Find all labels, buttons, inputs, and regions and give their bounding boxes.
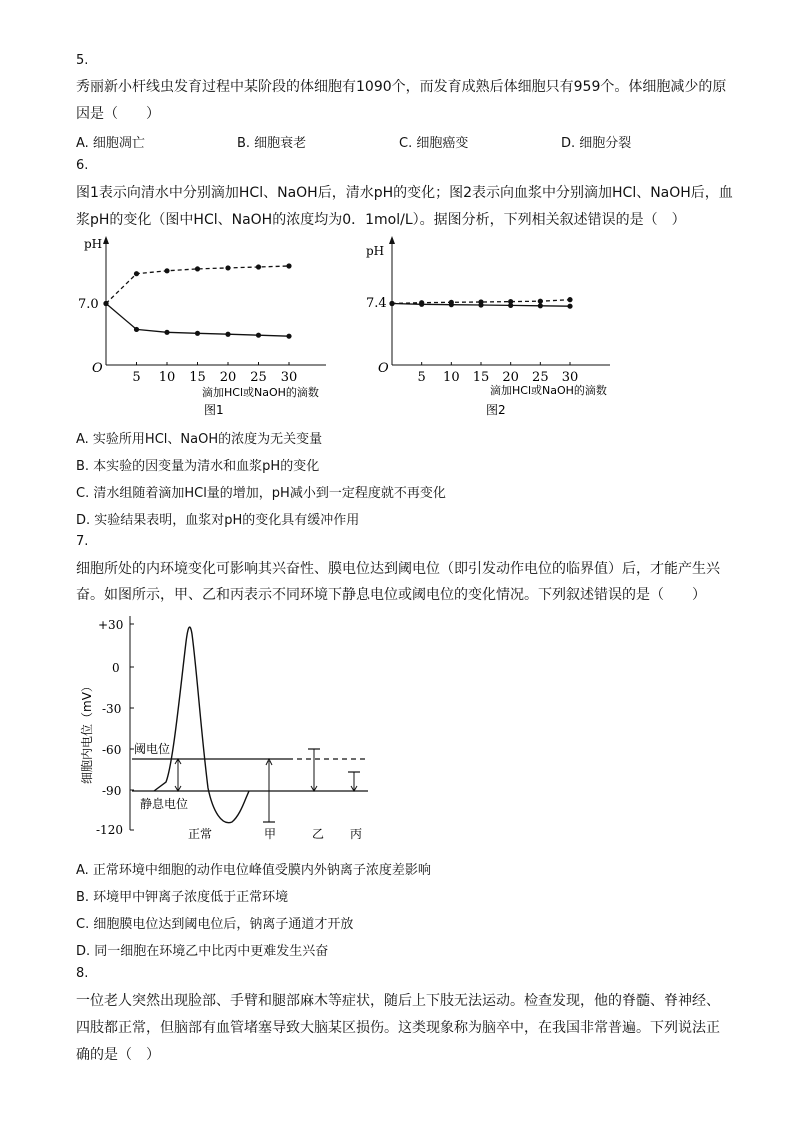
q5-option-d[interactable]: D. 细胞分裂 <box>561 136 632 151</box>
fig3-y-tick-neg90: -90 <box>102 784 122 798</box>
x-label-normal: 正常 <box>188 827 213 841</box>
q7-stem-line2: 奋。如图所示，甲、乙和丙表示不同环境下静息电位或阈电位的变化情况。下列叙述错误的是（ ） <box>76 587 706 603</box>
fig2-data-point <box>389 301 394 306</box>
fig1-x-tick-label: 10 <box>158 370 176 385</box>
q6-option-b[interactable]: B. 本实验的因变量为清水和血浆pH的变化 <box>76 459 320 474</box>
q7-option-a[interactable]: A. 正常环境中细胞的动作电位峰值受膜内外钠离子浓度差影响 <box>76 863 431 878</box>
fig1-x-tick-label: 30 <box>280 370 298 385</box>
fig3-y-tick-neg30: -30 <box>102 702 122 716</box>
fig2-x-tick-label: 30 <box>561 370 579 385</box>
fig3-y-tick-30: +30 <box>98 618 124 632</box>
fig2-x-tick-label: 15 <box>472 370 490 385</box>
resting-label: 静息电位 <box>140 797 189 811</box>
fig1-origin: O <box>92 361 103 376</box>
fig3-ylabel: 细胞内电位（mV） <box>80 680 94 784</box>
fig1-ylabel: pH <box>84 237 103 251</box>
fig1-data-point <box>225 265 230 270</box>
figure-1-chart <box>76 234 346 424</box>
q8-number: 8. <box>76 966 89 981</box>
fig1-caption: 图1 <box>204 403 224 417</box>
x-label-yi: 乙 <box>312 827 325 841</box>
x-label-bing: 丙 <box>350 827 363 841</box>
fig2-data-point <box>567 297 572 302</box>
fig2-data-point <box>508 303 513 308</box>
fig1-series-line-naoh <box>106 266 289 304</box>
q6-stem-line2: 浆pH的变化（图中HCl、NaOH的浓度均为0．1mol/L）。据图分析，下列相关叙述错误的是（ ） <box>76 212 686 228</box>
fig2-y-tick: 7.4 <box>366 296 387 311</box>
q5-option-b[interactable]: B. 细胞衰老 <box>237 136 307 151</box>
q6-number: 6. <box>76 158 89 173</box>
fig1-data-point <box>256 264 261 269</box>
q5-stem-line2: 因是（ ） <box>76 106 160 122</box>
fig1-xlabel: 滴加HCl或NaOH的滴数 <box>202 386 319 399</box>
fig2-ylabel: pH <box>366 244 385 258</box>
fig2-caption: 图2 <box>486 403 506 417</box>
fig1-data-point <box>225 332 230 337</box>
fig3-y-tick-0: 0 <box>112 661 120 675</box>
q8-stem-line2: 四肢都正常，但脑部有血管堵塞导致大脑某区损伤。这类现象称为脑卒中，在我国非常普遍。下列说法正 <box>76 1020 720 1036</box>
q7-option-d[interactable]: D. 同一细胞在环境乙中比丙中更难发生兴奋 <box>76 944 329 959</box>
fig2-origin: O <box>378 361 389 376</box>
figure-2-chart <box>362 234 652 424</box>
fig1-data-point <box>195 266 200 271</box>
fig2-x-tick-label: 10 <box>443 370 460 385</box>
q6-option-c[interactable]: C. 清水组随着滴加HCl量的增加，pH减小到一定程度就不再变化 <box>76 486 446 501</box>
fig2-x-tick-label: 25 <box>532 370 549 385</box>
fig2-xlabel: 滴加HCl或NaOH的滴数 <box>490 384 607 397</box>
fig1-x-tick-label: 20 <box>219 370 237 385</box>
q8-stem-line3: 确的是（ ） <box>76 1047 160 1063</box>
q6-stem-line1: 图1表示向清水中分别滴加HCl、NaOH后，清水pH的变化；图2表示向血浆中分别滴加HCl、NaOH后，血 <box>76 185 733 201</box>
fig1-x-tick-label: 25 <box>250 370 267 385</box>
fig1-data-point <box>286 334 291 339</box>
q7-option-b[interactable]: B. 环境甲中钾离子浓度低于正常环境 <box>76 890 289 905</box>
fig1-y-tick: 7.0 <box>78 297 99 312</box>
fig3-y-tick-neg60: -60 <box>102 743 122 757</box>
q7-number: 7. <box>76 534 89 549</box>
q5-option-c[interactable]: C. 细胞癌变 <box>399 136 469 151</box>
q5-number: 5. <box>76 53 89 68</box>
threshold-label: 阈电位 <box>134 742 171 756</box>
fig1-data-point <box>164 268 169 273</box>
q7-option-c[interactable]: C. 细胞膜电位达到阈电位后，钠离子通道才开放 <box>76 917 354 932</box>
action-potential-curve <box>154 627 249 823</box>
q8-stem-line1: 一位老人突然出现脸部、手臂和腿部麻木等症状，随后上下肢无法运动。检查发现，他的脊髓、脊神经、 <box>76 993 720 1009</box>
fig1-data-point <box>286 263 291 268</box>
fig1-data-point <box>164 330 169 335</box>
fig2-data-point <box>478 302 483 307</box>
fig1-data-point <box>256 333 261 338</box>
q6-option-a[interactable]: A. 实验所用HCl、NaOH的浓度为无关变量 <box>76 432 323 447</box>
fig2-data-point <box>538 299 543 304</box>
q5-option-a[interactable]: A. 细胞凋亡 <box>76 136 145 151</box>
q6-option-d[interactable]: D. 实验结果表明，血浆对pH的变化具有缓冲作用 <box>76 513 360 528</box>
fig1-data-point <box>134 327 139 332</box>
fig2-data-point <box>419 302 424 307</box>
fig1-data-point <box>103 301 108 306</box>
q5-stem-line1: 秀丽新小杆线虫发育过程中某阶段的体细胞有1090个，而发育成熟后体细胞只有959个。体细胞减少的原 <box>76 79 727 95</box>
fig2-x-tick-label: 20 <box>502 370 519 385</box>
fig1-data-point <box>195 331 200 336</box>
fig3-y-tick-neg120: -120 <box>96 823 123 837</box>
fig2-x-tick-label: 5 <box>417 370 426 385</box>
fig2-data-point <box>567 304 572 309</box>
membrane-potential-figure <box>76 612 386 844</box>
fig1-x-tick-label: 15 <box>189 370 206 385</box>
fig1-x-tick-label: 5 <box>132 370 141 385</box>
q7-stem-line1: 细胞所处的内环境变化可影响其兴奋性、膜电位达到阈电位（即引发动作电位的临界值）后，才能产生兴 <box>76 561 720 577</box>
fig2-data-point <box>538 303 543 308</box>
fig2-data-point <box>449 302 454 307</box>
x-label-jia: 甲 <box>264 827 277 841</box>
fig1-data-point <box>134 271 139 276</box>
